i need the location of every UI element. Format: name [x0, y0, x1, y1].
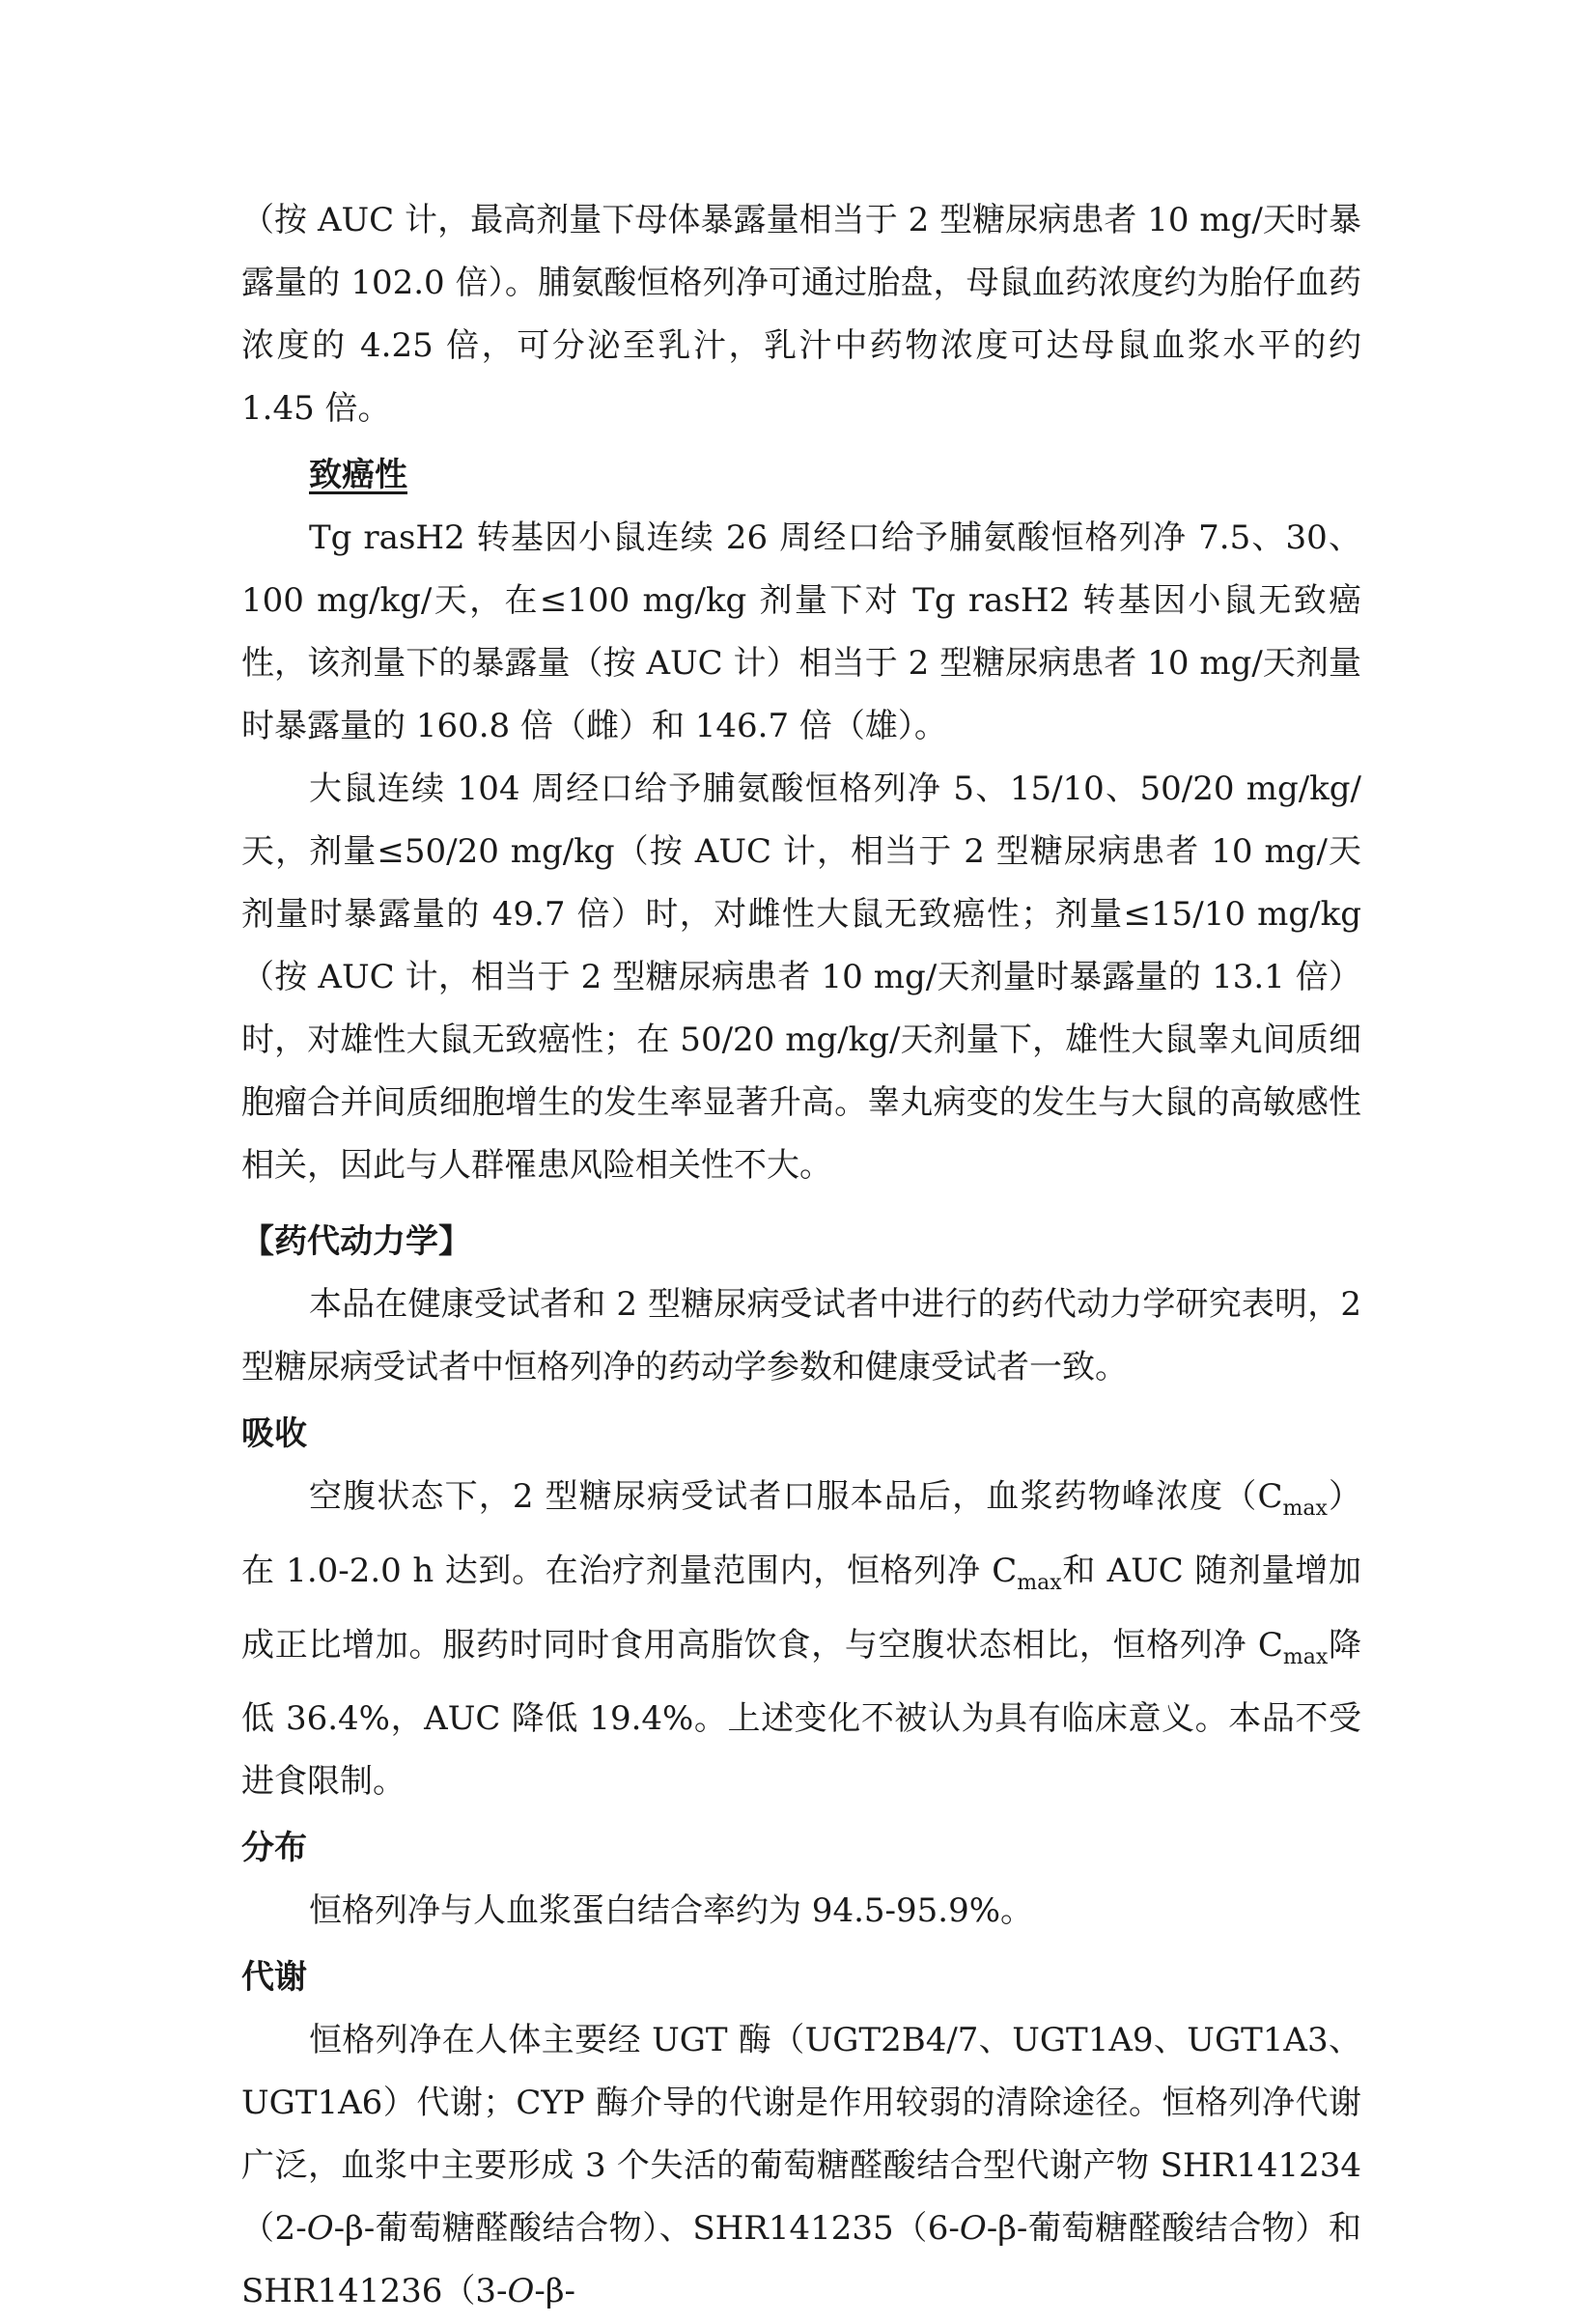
absorption-text-4: 降低 36.4%，AUC 降低 19.4%。上述变化不被认为具有临床意义。本品不受进食限制。 — [241, 1625, 1361, 1802]
paragraph-metabolism — [241, 2009, 1361, 2323]
italic-o-2: O — [959, 2209, 987, 2249]
paragraph-absorption — [241, 1466, 1361, 1813]
cmax-subscript-3: max — [1282, 1644, 1329, 1669]
metabolism-text-2: -β-葡萄糖醛酸结合物）、SHR141235（6- — [333, 2209, 960, 2249]
absorption-text-1: 空腹状态下，2 型糖尿病受试者口服本品后，血浆药物峰浓度（C — [309, 1477, 1283, 1516]
document-page — [241, 189, 1361, 2323]
absorption-text-2: ）在 1.0-2.0 h 达到。在治疗剂量范围内，恒格列净 C — [241, 1477, 1362, 1590]
heading-metabolism: 代谢 — [241, 1958, 307, 1998]
metabolism-text-4: -β- — [534, 2272, 575, 2311]
paragraph-distribution: 恒格列净与人血浆蛋白结合率约为 94.5-95.9%。 — [309, 1891, 1034, 1931]
paragraph-carcinogenicity-mice: Tg rasH2 转基因小鼠连续 26 周经口给予脯氨酸恒格列净 7.5、30、100 mg/kg/天，在≤100 mg/kg 剂量下对 Tg rasH2 转基因小鼠无致癌性，该剂量下的暴露量（按 AUC 计）相当于 2 型糖尿病患者 10 mg/天剂量时暴露量的 160.8 倍（雌）和 146.7 倍（雄）。 — [241, 518, 1361, 745]
metabolism-text-1: 恒格列净在人体主要经 UGT 酶（UGT2B4/7、UGT1A9、UGT1A3、UGT1A6）代谢；CYP 酶介导的代谢是作用较弱的清除途径。恒格列净代谢广泛，血浆中主要形成 3 个失活的葡萄糖醛酸结合型代谢产物 SHR141234（2- — [241, 2021, 1361, 2249]
heading-carcinogenicity: 致癌性 — [309, 456, 407, 494]
absorption-text-3: 和 AUC 随剂量增加成正比增加。服药时同时食用高脂饮食，与空腹状态相比，恒格列净 C — [241, 1551, 1361, 1665]
metabolism-text-3: -β-葡萄糖醛酸结合物）和 SHR141236（3- — [241, 2209, 1361, 2311]
italic-o-3: O — [507, 2272, 535, 2311]
paragraph-reproductive-toxicity-continued: （按 AUC 计，最高剂量下母体暴露量相当于 2 型糖尿病患者 10 mg/天时暴露量的 102.0 倍）。脯氨酸恒格列净可通过胎盘，母鼠血药浓度约为胎仔血药浓度的 4.25 倍，可分泌至乳汁，乳汁中药物浓度可达母鼠血浆水平的约 1.45 倍。 — [241, 201, 1361, 428]
heading-absorption: 吸收 — [241, 1414, 307, 1453]
heading-pharmacokinetics: 【药代动力学】 — [241, 1222, 471, 1261]
paragraph-pharmacokinetics-intro: 本品在健康受试者和 2 型糖尿病受试者中进行的药代动力学研究表明，2 型糖尿病受试者中恒格列净的药动学参数和健康受试者一致。 — [241, 1285, 1361, 1386]
paragraph-carcinogenicity-rats: 大鼠连续 104 周经口给予脯氨酸恒格列净 5、15/10、50/20 mg/kg/天，剂量≤50/20 mg/kg（按 AUC 计，相当于 2 型糖尿病患者 10 mg/天剂量时暴露量的 49.7 倍）时，对雌性大鼠无致癌性；剂量≤15/10 mg/kg（按 AUC 计，相当于 2 型糖尿病患者 10 mg/天剂量时暴露量的 13.1 倍）时，对雄性大鼠无致癌性；在 50/20 mg/kg/天剂量下，雄性大鼠睾丸间质细胞瘤合并间质细胞增生的发生率显著升高。睾丸病变的发生与大鼠的高敏感性相关，因此与人群罹患风险相关性不大。 — [241, 770, 1361, 1185]
italic-o-1: O — [306, 2209, 334, 2249]
cmax-subscript-1: max — [1282, 1496, 1328, 1521]
heading-distribution: 分布 — [241, 1829, 307, 1868]
cmax-subscript-2: max — [1017, 1570, 1062, 1595]
